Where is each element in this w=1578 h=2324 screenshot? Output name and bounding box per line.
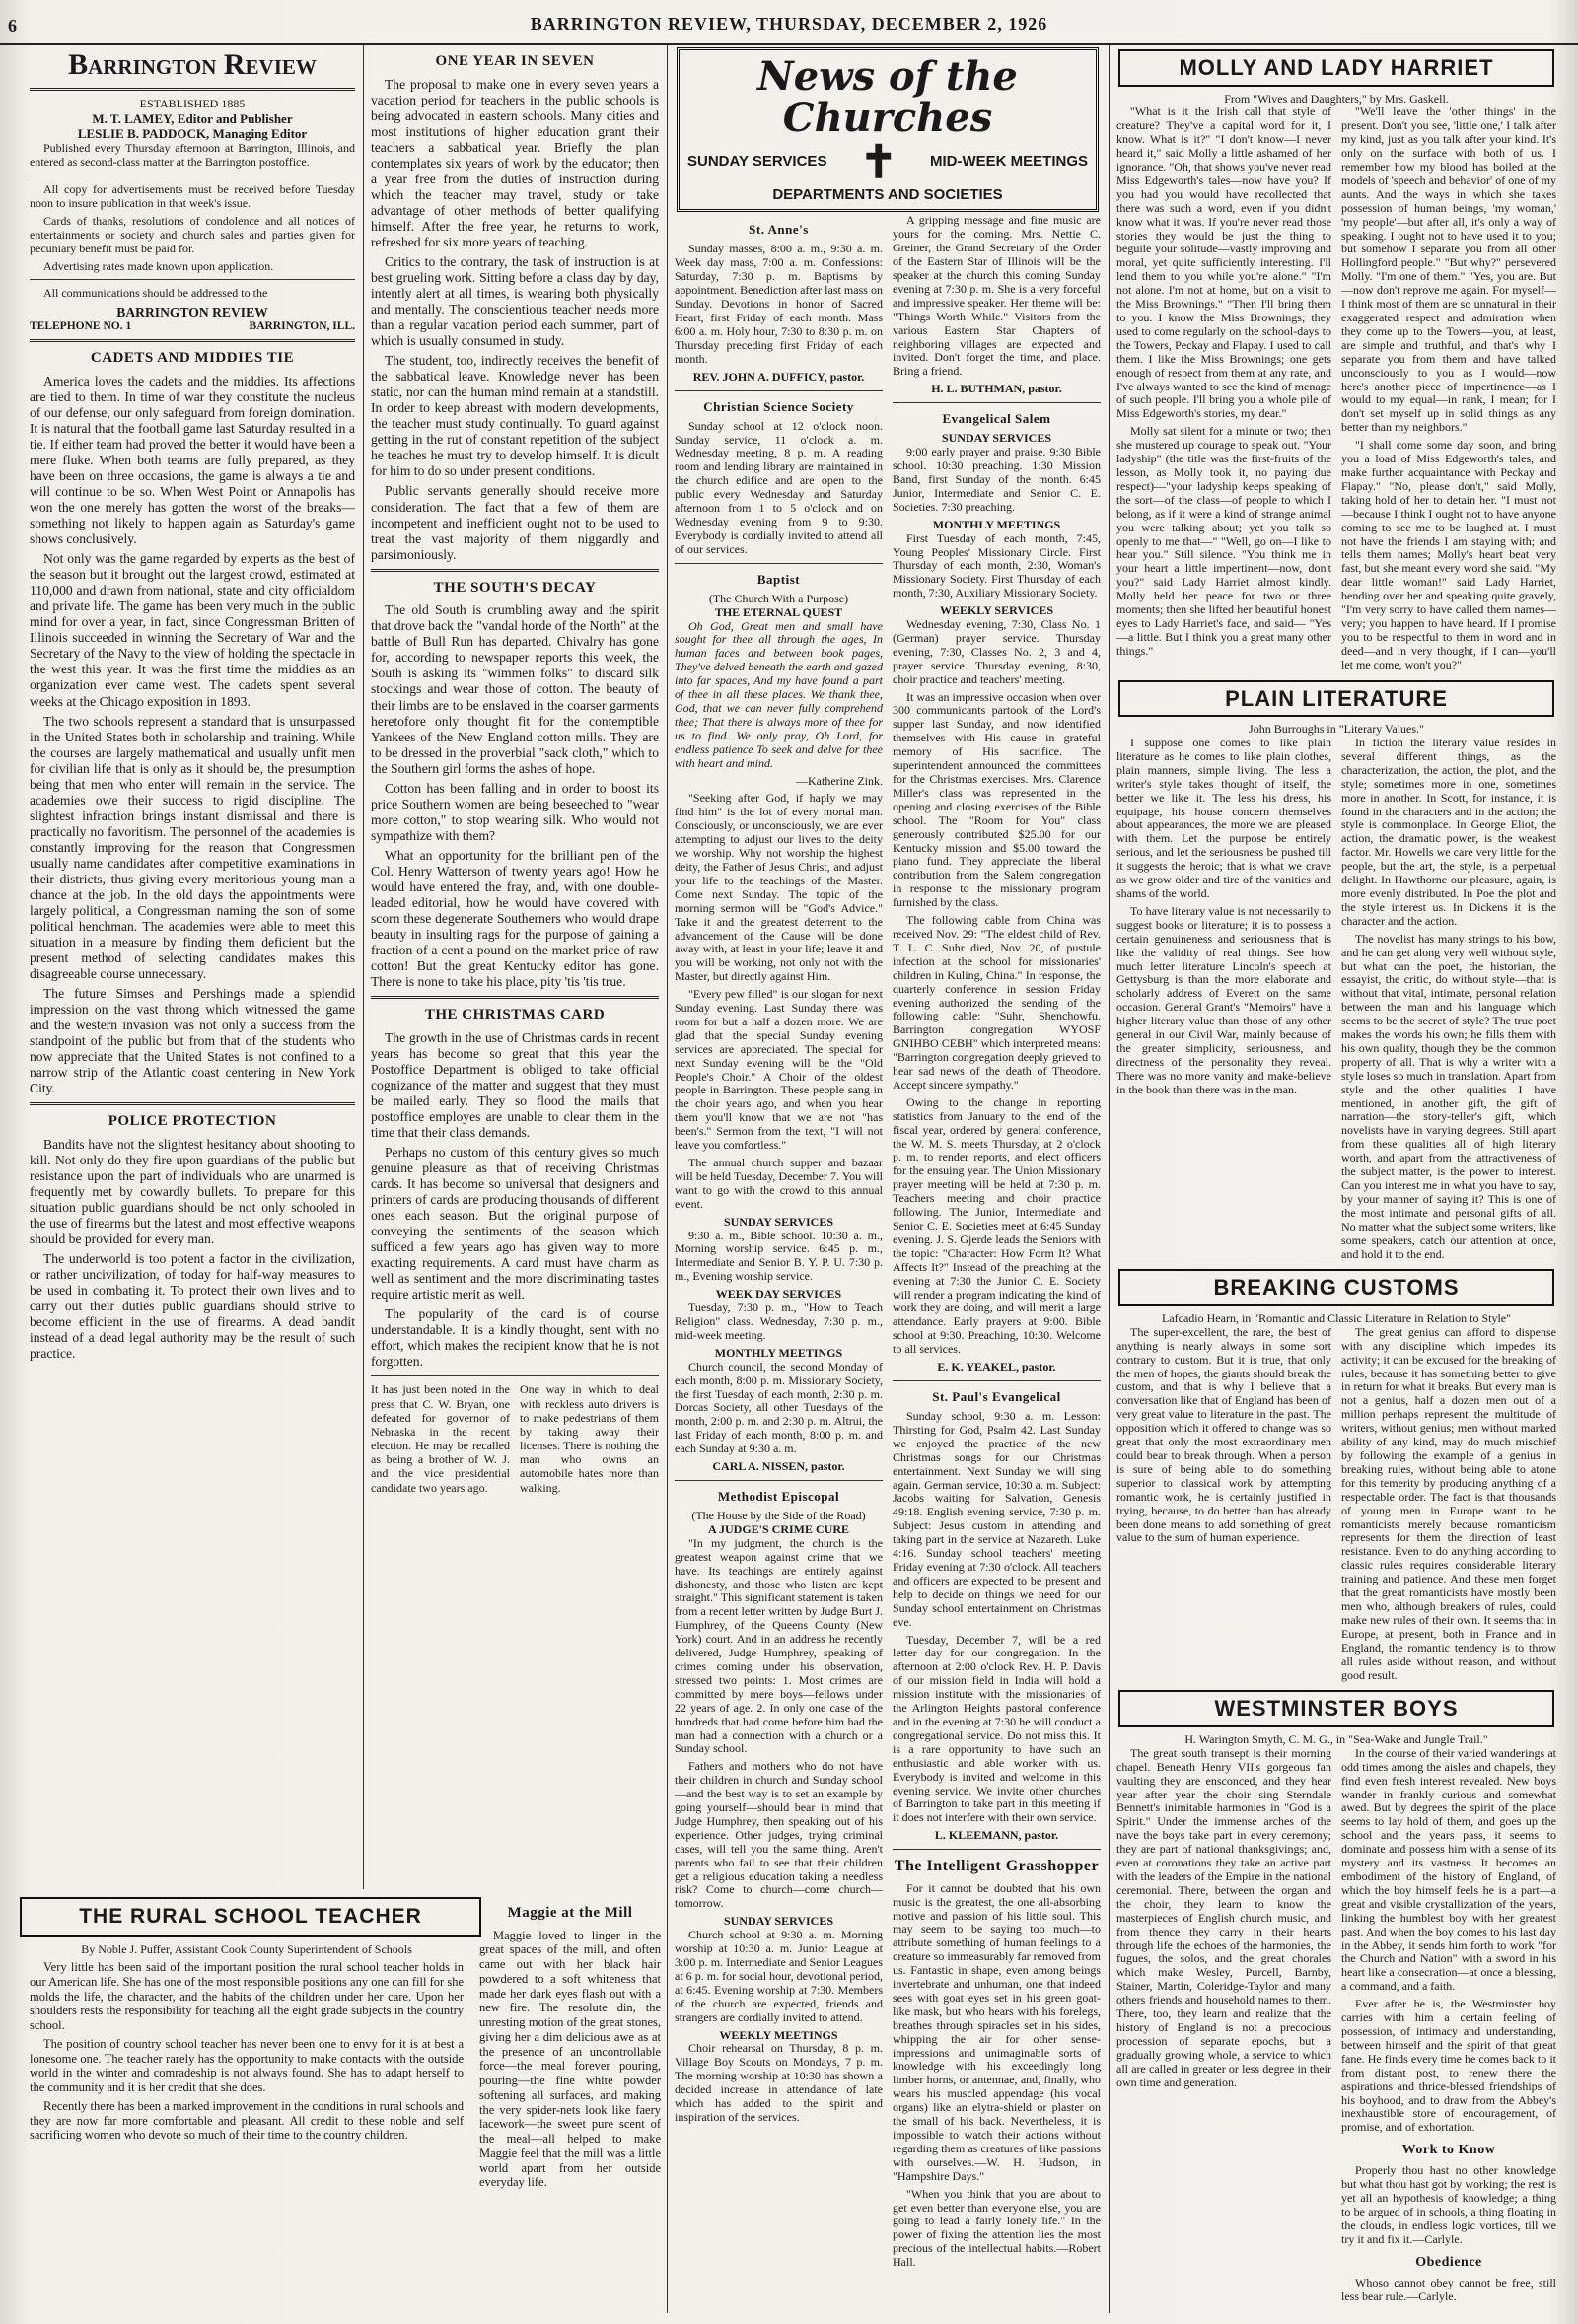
headline-plain-literature: PLAIN LITERATURE (1118, 680, 1554, 718)
rates-notice: Advertising rates made known upon application. (43, 259, 274, 274)
paragraph: "Seeking after God, if haply we may find him" is the lot of every mortal man. Consciously, or unconsciously, we are ever attempting to adjust our lives to the deity we worship. Why not worship the highest deity, the Father of Jesus Christ, and adjust your life to the teachings of the Master. Come next Sunday. The topic of the morning sermon will be "God's Advice." Take it and the greatest deterrent to the advancement of the Cause will be done away with, at least in your life; leave it and you will be working, not only not with the Master, but directly against Him. (675, 791, 883, 984)
paragraph: Molly sat silent for a minute or two; then she mustered up courage to speak out. "Your ladyship" (the title was the first-fruits of the lesson, as Molly took it, no paying due respect)—"your ladyship keeps speaking of the sort—of the class—of people to which I belong, as if it were a kind of strange animal you were talking about; yet you talk so openly to me that—" "Well, go on—I like to hear you." Still silence. "You think me in your heart a little impertinent—now, don't you?" said Lady Harriet almost kindly. Molly held her peace for two or three moments; then she lifted her beautiful honest eyes to Lady Harriet's face, and said— "Yes—a little. But I think you a great many other things." (1116, 424, 1331, 658)
subhead: A JUDGE'S CRIME CURE (707, 1521, 849, 1536)
page-folio (0, 14, 1578, 45)
pastor: L. KLEEMANN, pastor. (934, 1828, 1059, 1843)
telephone-line (30, 320, 355, 334)
paragraph: Church school at 9:30 a. m. Morning worship at 10:30 a. m. Junior League at 3:00 p. m. Intermediate and Senior Leagues at 6 p. m. for social hour, devotional period, at 6:45. Evening worship at 7:30. Members of the church are expected, friends and strangers are cordially invited to attend. (675, 1928, 883, 2024)
paragraph: To have literary value is not necessarily to suggest books or literature; it is to possess a certain genuineness and seriousness that is like the validity of real things. See how much letter literature Lincoln's speech at Gettysburg is than the more elaborate and scholarly address of Everett on the same occasion. General Grant's "Memoirs" have a higher literary value than those of any other general in our Civil War, mainly because of the greater simplicity, seriousness, and directness of the personality they reveal. There was no more vanity and make-believe in the book than there was in the man. (1116, 903, 1331, 1096)
paragraph: For it cannot be doubted that his own music is the greatest, the one all-absorbing motive and passion of his little soul. This may seem to be saying too much—to attribute something of human feelings to a creature so immeasurably far removed from us. Fantastic in shape, even among beings invertebrate and unhuman, one that indeed sees with goat eyes set in his green goat-like mask, but who hears with his forelegs, breathes through spiracles set in his sides, whipping the air for other sense-impressions and unimaginable sorts of knowledge with his exceedingly long limber horns, or antennae, and, finally, who wears his muscled appendage (his vocal organs) like an elytra-shield or plaster on the small of his back. Nevertheless, it is impossible to watch their actions without regarding them as creatures of like passions with ourselves.—W. H. Hudson, in "Hampshire Days." (893, 1880, 1101, 2183)
city: BARRINGTON, ILL. (249, 319, 355, 332)
paragraph: Church council, the second Monday of each month, 8:00 p. m. Missionary Society, the first Tuesday of each month, 2:30 p. m. Dorcas Society, all other Tuesdays of the month, 2:00 p. m. and 2:30 p. m. Altrui, the last Friday of each month, 8:00 p. m. and each Sunday at 9:30 a. m. (675, 1359, 883, 1456)
church-st-pauls: St. Paul's Evangelical (932, 1388, 1061, 1404)
paragraph: Sunday masses, 8:00 a. m., 9:30 a. m. Week day mass, 7:00 a. m. Confessions: Saturday, 7:30 p. m. Baptisms by appointment. Benediction after last mass on Sunday. Devotions in honor of Sacred Heart, first Friday of each month. Mass 6:00 a. m. Holy hour, 7:30 to 8:30 p. m. on Thursday preceding first Friday of each month. (675, 242, 883, 366)
paragraph: The annual church supper and bazaar will be held Tuesday, December 7. You will want to go with the crowd to this annual event. (675, 1156, 883, 1211)
subhead: WEEKLY MEETINGS (719, 2027, 838, 2042)
byline: By Noble J. Puffer, Assistant Cook County Superintendent of Schools (81, 1942, 412, 1956)
paragraph: In the course of their varied wanderings at odd times among the aisles and chapels, they find even fresh interest revealed. New boys wander in frankly curious and somewhat awed. But by degrees the spirit of the place seems to lay hold of them, and goes up the school and the years pass, it seems to dominate and possess him with a sense of its mystery and its vastness. It becomes an embodiment of the history of England, of which the boy himself feels he is a part—a great and visible crystallization of the years, linking the humblest boy with her greatest past. And when the boy comes to his last day in the Abbey, it sends him forth to work "for the Church and Nation" with a sword in his heart like a consecration—at once a blessing, a command, and a faith. (1341, 1745, 1556, 1994)
paragraph: 9:00 early prayer and praise. 9:30 Bible school. 10:30 preaching. 1:30 Mission Band, first Sunday of the month. 6:45 Junior, Intermediate and Senior C. E. Societies. 7:30 preaching. (893, 445, 1101, 514)
paragraph: Cotton has been falling and in order to boost its price Southern women are being beseeched to "wear more cotton," to stop wearing silk. Who would not sympathize with them? (371, 780, 659, 843)
paragraph: The following cable from China was received Nov. 29: "The eldest child of Rev. T. L. C. Suhr died, Nov. 20, of pustule infection at the school for missionaries' children in Kuling, China." In response, the quarterly conference in session Friday evening authorized the sending of the following cable: "Suhr, Shenchowfu. Barrington congregation WYOSF GNIHBO CEBH" which interpreted means: "Barrington congregation deeply grieved to hear sad news of the death of Theodore. Accept sincere sympathy." (893, 913, 1101, 1092)
molly-col-a (1116, 106, 1331, 675)
paragraph: Tuesday, 7:30 p. m., "How to Teach Religion" class. Wednesday, 7:30 p. m., mid-week meeting. (675, 1301, 883, 1342)
westminster-text (1116, 1747, 1556, 2308)
subhead: MONTHLY MEETINGS (714, 1345, 843, 1360)
paragraph: The popularity of the card is of course understandable. It is a kindly thought, sent with no effort, which makes the recipient know that he is not forgotten. (371, 1306, 659, 1370)
westminster-col-a (1116, 1747, 1331, 2308)
church-methodist: Methodist Episcopal (717, 1488, 840, 1504)
paragraph: The proposal to make one in every seven years a vacation period for teachers in the public schools is being advocated in eastern schools. Many cities and most institutions of higher education grant their teachers a sabbatical year. Briefly the plan contemplates six years of work by the educator; then a year free from the duties of instruction during which the teacher may travel, study or take advantage of other methods of better qualifying himself. After the free year, he returns to work, refreshed for six more years of teaching. (371, 76, 659, 249)
managing-editor-line: LESLIE B. PADDOCK, Managing Editor (77, 125, 308, 141)
paragraph: Public servants generally should receive more consideration. The fact that a few of them are incompetent and inefficient ought not to be used to treat the vast majority of them niggardly and parsimoniously. (371, 483, 659, 562)
headline-maggie: Maggie at the Mill (507, 1905, 633, 1921)
paragraph: "I shall come some day soon, and bring you a load of Miss Edgeworth's tales, and make further acquaintance with Peckay and Flapay." "No, please don't," said Molly, taking hold of her to detain her. "I must not—because I think I ought not to have anyone coming to see me to be laughed at. I must not have the friends I am staying with; and tells them names; Molly's heart beat very fast, but she meant every word she said. "My dear little woman!" said Lady Harriet, bending over her and speaking quite gravely, "I'm very sorry to have called them names—very; you happen to have heard. If I promise you to be respectful to them in word and in deed—and in very thought, if I can—you'll let me come, won't you?" (1341, 438, 1556, 671)
churches-title: News of the Churches (757, 53, 1018, 141)
paragraph: Ever after he is, the Westminster boy carries with him a certain feeling of possession, of intimacy and understanding, between himself and the spirit of that great fane. He finds every time he comes back to it from distant post, to renew there the aspirations and thrice-blessed friendships of his boyhood, and to draw from the Abbey's inexhaustible store of encouragement, of promise, and of exhortation. (1341, 1997, 1556, 2135)
paragraph: "Every pew filled" is our slogan for next Sunday evening. Last Sunday there was room for but a half a dozen more. We are glad that the special Sunday evening services are appreciated. The special for next Sunday evening will be the "Old People's Choir." A Choir of the oldest people in Barrington. These people sang in the choir years ago, and when you hear them you'll know that we are not "has been's." Sermon from the text, "I will not leave you comfortless." (675, 987, 883, 1153)
pastor: H. L. BUTHMAN, pastor. (931, 382, 1062, 396)
headline-police: POLICE PROTECTION (108, 1113, 277, 1130)
church-evangelical-salem: Evangelical Salem (942, 411, 1051, 427)
paragraph: It was an impressive occasion when over 300 communicants partook of the Lord's supper last Sunday, and now identified themselves with His cause in grateful memory of His sacrifice. The superintendent announced the committees for the Christmas exercises. Mrs. Clarence Miller's class was represented in the opening and closing exercises of the Bible school. The "Room for You" class generously contributed $25.00 for our Kentucky mission and $5.00 toward the piano fund. They appreciate the liberal contribution from the Salem congregation in response to the missionary program furnished by the class. (893, 689, 1101, 910)
church-christian-science: Christian Science Society (703, 398, 854, 414)
paragraph: The great genius can afford to dispense with any discipline which impedes its activity; it can be excused for the breaking of rules, because it has something better to give in return for what it breaks. But every man is not a genius, half a dozen men out of a million perhaps represent the multitude of writers, without genius; men without marked ability of any kind, may do much mischief by following the example of a genius in breaking rules, without being able to atone for this temerity by producing anything of a respectable order. The fact is that thousands of young men in Europe want to be romanticists merely because romanticism represents for them the direction of least resistance. Even to do anything according to classic rules requires considerable literary training and patience. And these men forget that the great romanticists have mostly been men who, although breakers of rules, could make new rules of their own. It seems that in Europe, at present, both in France and in England, the romantic tendency is to throw all rules aside without reason, and without good result. (1341, 1324, 1556, 1682)
label-departments: DEPARTMENTS AND SOCIETIES (772, 186, 1003, 203)
plain-col-a (1116, 737, 1331, 1265)
editor-line: M. T. LAMEY, Editor and Publisher (92, 110, 293, 126)
headline-obedience: Obedience (1415, 2254, 1482, 2270)
headline-christmas-card: THE CHRISTMAS CARD (424, 1007, 606, 1023)
paragraph: Properly thou hast no other knowledge but what thou hast got by working; the rest is yet all an hypothesis of knowledge; a thing to be argued of in schools, a thing floating in the clouds, in endless logic vortices, till we try it and fix it.—Carlyle. (1341, 2163, 1556, 2246)
address-name: BARRINGTON REVIEW (116, 304, 268, 319)
subhead: SUNDAY SERVICES (723, 1914, 834, 1929)
pastor: CARL A. NISSEN, pastor. (712, 1459, 845, 1474)
source: H. Warington Smyth, C. M. G., in "Sea-Wake and Jungle Trail." (1184, 1731, 1488, 1746)
hymn-title: THE ETERNAL QUEST (714, 604, 843, 619)
subtitle: (The House by the Side of the Road) (691, 1509, 866, 1523)
paragraph: I suppose one comes to like plain literature as he comes to like plain clothes, plain manners, simple living. The less a writer's style takes thought of itself, the better we like it. The less his dress, his equipage, his house concern themselves about appearances, the more we are pleased with them. Let the purpose be entirely serious, and let the seriousness be pushed till it suggests the heroic; that is what we crave as we grow older and tire of the vanities and shams of the world. (1116, 736, 1331, 900)
paragraph: The novelist has many strings to his bow, and he can get along very well without style, but what can the poet, the historian, the essayist, the critic, do without style—that is without that vital, intimate, personal relation between the man and his language which seems to be the secret of style? The true poet makes the words his own; he fills them with his own quality, though they be the common property of all. That is why a writer with a style loses so much in translation. Apart from style and the other qualities I have mentioned, in another gift, the gift of narration—the story-teller's gift, which novelists have in varying degrees. Still apart from these qualities all of high literary worth, and apart from the attractiveness of the subject matter, is the power to interest. Can you interest me in what you have to say, by your manner of saying it? This is one of the most intimate and personal gifts of all. No matter what the subject some writers, like some speakers, catch our attention at once, and hold it to the end. (1341, 931, 1556, 1261)
church-listings (675, 214, 1101, 2274)
column-literary (1116, 45, 1556, 2313)
cards-notice: Cards of thanks, resolutions of condolence and all notices of entertainments or society and church sales and parties given for pecuniary benefit must be paid for. (30, 213, 355, 256)
paragraph: The position of country school teacher has never been one to envy for it is at best a lonesome one. The teacher rarely has the opportunity to make contacts with the outside world in the winter and comradeship is not always found. She has to adapt herself to the community and it is her credit that she does. (30, 2036, 464, 2095)
plain-text (1116, 737, 1556, 1265)
church-st-annes: St. Anne's (749, 222, 809, 238)
paragraph: "What is it the Irish call that style of creature? They've a capital word for it, I know. What is it?" "I don't know—I never heard it," said Molly a little ashamed of her ignorance. "Oh, that shows you've never read Miss Edgeworth's tales—now have you? If you had you would have recollected that there was such a word, even if you didn't know what it was. If you're never read those stories they would be just the thing to beguile your solitude—vastly improving and moral, yet quite sufficiently interesting. I'll lend them to you while you're alone." "I'm not alone. I'm not at home, but on a visit to the Miss Brownings." "Then I'll bring them to you. I know the Miss Brownings; they used to come regularly on the school-days to the Towers, Peckay and Flapay. I used to call them. I like the Miss Brownings; one gets enough of respect from them at any rate, and I've always wanted to see the kind of menage of such people. I'll bring you a whole pile of Miss Edgeworth's stories, my dear." (1116, 105, 1331, 421)
pastor: E. K. YEAKEL, pastor. (937, 1360, 1056, 1374)
paragraph: "When you think that you are about to get even better than everyone else, you are going to lead a fairly lonely life." In the power of fixing the attention lies the most precious of the intellectual habits.—Robert Hall. (893, 2186, 1101, 2270)
telephone: TELEPHONE NO. 1 (30, 319, 132, 332)
paragraph: Owing to the change in reporting statistics from January to the end of the fiscal year, ordered by general conference, the W. M. S. meets Thursday, at 2 o'clock p. m. to render reports, and elect officers for the ensuing year. The Union Missionary prayer meeting will be held at 7:30 p. m. Teachers meeting and choir practice following. The Junior, Intermediate and Senior C. E. Societies meet at 6:45 Sunday evening. J. S. Gjerde leads the Seniors with the topic: "Character: How Form It? What Affects It?" Instead of the preaching at the evening at 7:30 the Junior C. E. Society will render a program indicating the kind of work they are doing, and will merit a large attendance. Early prayers at 9:00. Bible school at 9:30. Preaching, 10:30. Welcome to all services. (893, 1094, 1101, 1357)
publication-notice: Published every Thursday afternoon at Barrington, Illinois, and entered as second-class matter at the Barrington postoffice. (30, 141, 355, 170)
short-items (371, 1382, 659, 1494)
paragraph: Fathers and mothers who do not have their children in church and Sunday school—and the best way is to set an example by going yourself—should bear in mind that Judge Humphrey, then speaking out of his experience. Other judges, trying criminal cases, will tell you the same thing. Aren't parents who fail to see that their children get a religious education taking a needless risk? Come to church—come church—tomorrow. (675, 1759, 883, 1911)
westminster-col-b (1341, 1747, 1556, 2308)
headline-work-to-know: Work to Know (1401, 2143, 1496, 2158)
churches-section (675, 45, 1101, 2313)
nameplate: Barrington Review (30, 47, 355, 91)
paragraph: The future Simses and Pershings made a splendid impression on the vast throng which witnessed the game and the western invasion was not only a success from the standpoint of the public but from that of the students who now appreciate that the United States is not confined to a narrow strip of the Atlantic coast centering in New York City. (30, 986, 355, 1096)
headline-breaking-customs: BREAKING CUSTOMS (1118, 1269, 1554, 1306)
churches-subheads (687, 136, 1088, 187)
hymn: Oh God, Great men and small have sought for thee all through the ages, In human faces and between book pages, They've delved beneath the earth and gazed into far spaces, And my have found a part of thee in all these places. We thank thee, God, that we can never fully comprehend thee; That there is always more of thee for us to find. We only pray, Oh Lord, for endless patience To seek and delve for thee with heart and mind. (675, 618, 883, 770)
paragraph: Critics to the contrary, the task of instruction is at best grueling work. Sitting before a class day by day, intently alert at all times, is wearing both physically and mentally. The conscientious teacher needs more than a regular vacation period each summer, part of which is usually consumed in study. (371, 254, 659, 349)
page-number: 6 (8, 16, 18, 35)
headline-molly: MOLLY AND LADY HARRIET (1118, 49, 1554, 87)
headline-grasshopper: The Intelligent Grasshopper (894, 1858, 1100, 1875)
established-line: ESTABLISHED 1885 (139, 97, 246, 111)
paragraph: A gripping message and fine music are yours for the coming. Mrs. Nettie C. Greiner, the Grand Secretary of the Order of the Eastern Star of Illinois will be the speaker at the church this coming Sunday evening at 7:30 p. m. She is a very forceful and impressive speaker. Her theme will be: "Things Worth While." Visitors from the various Eastern Star Chapters of neighboring villages are expected and invited. Don't forget the time, and place. Bring a friend. (893, 213, 1101, 379)
breaking-text (1116, 1326, 1556, 1687)
column-editorial-left (30, 45, 355, 1889)
subhead: SUNDAY SERVICES (723, 1214, 834, 1229)
rural-teacher-article (30, 1942, 464, 2317)
church-column-b (893, 214, 1101, 2274)
subtitle: (The Church With a Purpose) (708, 591, 849, 605)
column-rule (363, 45, 364, 1889)
subhead: WEEK DAY SERVICES (715, 1287, 842, 1302)
paragraph: The two schools represent a standard that is unsurpassed in the United States both in scholarship and training. While the courses are largely mathematical and usually unfit men for civilian life that is only as it should be, the presumption being that men who enter will remain in the service. The academies owe their success to rigid discipline. The slightest infraction brings instant dismissal and there is practically no favoritism. The personnel of the academies is constantly improving for the reason that Congressmen usually name candidates after competitive examinations in their districts, thus giving every meritorious young man a chance at the job. In the old days the appointments were largely political, a Congressman naming the son of some political henchman. The academies were able to meet this situation in a measure by finding them deficient but the present method of selecting candidates makes this disagreeable course unnecessary. (30, 713, 355, 982)
column-rule (667, 45, 668, 2313)
paragraph: First Tuesday of each month, 7:45, Young Peoples' Missionary Circle. First Thursday of each month, 2:30, Woman's Missionary Society. First Thursday of each month, 7:30, Auxiliary Missionary Society. (893, 530, 1101, 600)
brief-bryan: It has just been noted in the press that C. W. Bryan, one defeated for governor of Nebraska in the recent election. He may be recalled as being a brother of W. J. and the vice presidential candidate two years ago. (371, 1382, 510, 1495)
label-sunday-services: SUNDAY SERVICES (687, 153, 827, 171)
brief-drivers: One way in which to deal with reckless auto drivers is to make pedestrians of them by taking away their licenses. There is nothing the man who owns an automobile hates more than walking. (520, 1382, 659, 1495)
paragraph: The old South is crumbling away and the spirit that drove back the "vandal horde of the North" at the battle of Bull Run has departed. Chivalry has gone for, according to newspaper reports this week, the South is asking its "wimmen folks" to discard silk stockings and wear those of cotton. The beauty of their limbs are to be enslaved in the coarser garments heretofore only thought fit for the contemptible Yankees of the New England cotton mills. They are to be dressed in the proverbial "sack cloth," which to the Southern girl forms the ashes of hope. (371, 602, 659, 776)
paragraph: Whoso cannot obey cannot be free, still less bear rule.—Carlyle. (1341, 2276, 1556, 2304)
paragraph: In fiction the literary value resides in several different things, as the characterization, the action, the plot, and the style; sometimes more in one, sometimes more in another. In Scott, for instance, it is found in the characters and in the action; the style is commonplace. In George Eliot, the action, the dramatic power, is the weakest factor. Mr. Howells we care very little for the people, but the art, the style, is a perpetual delight. In Hawthorne our pleasure, again, is more evenly distributed. In Poe the plot and the style interest us. In Dickens it is the character and the action. (1341, 736, 1556, 928)
paragraph: Perhaps no custom of this century gives so much genuine pleasure as that of receiving Christmas cards. It has become so universal that designers and printers of cards are producing thousands of different ones each season. But the original purpose of conveying the sentiments of the season which sufficed a few years ago has given way to more exacting requirements. A card must have charm as well as sentiment and the more discriminating tastes require artistic merit as well. (371, 1144, 659, 1303)
source: John Burroughs in "Literary Values." (1249, 722, 1424, 737)
paragraph: Wednesday evening, 7:30, Class No. 1 (German) prayer service. Thursday evening, 7:30, Classes No. 2, 3 and 4, prayer service. Thursday evening, 8:30, choir practice and teachers' meeting. (893, 617, 1101, 686)
paragraph: "We'll leave the 'other things' in the present. Don't you see, 'little one,' I talk after my kind, just as you talk after your kind. It's only on the surface with both of us. I remember how my blood has boiled at the models of 'speech and behavior' of one of my aunts. And the ways in which she takes possession of human beings, 'my woman,' 'my people'—but after all, it's only a way of speaking. I ought not to have used it to you; but somehow I separate you from all other Hollingford people." "But why?" persevered Molly. "I'm one of them." "Yes, you are. But—now don't reprove me again. For myself—I think most of them are so unnatural in their exaggerated respect and admiration when they come up to the Towers—you, at least, are simple and truthful, and that's why I separate you from them and have talked unconsciously to you as I would—now here's another piece of impertinence—as I would to my equal—in rank, I mean; for I don't set myself up in solid things as any better than my neighbors." (1341, 105, 1556, 435)
paragraph: 9:30 a. m., Bible school. 10:30 a. m., Morning worship service. 6:45 p. m., Intermediate and Senior B. Y. P. U. 7:30 p. m., Evening worship service. (675, 1228, 883, 1284)
headline-rural-teacher: THE RURAL SCHOOL TEACHER (20, 1897, 481, 1937)
breaking-col-b (1341, 1326, 1556, 1687)
subhead: SUNDAY SERVICES (941, 431, 1052, 446)
paragraph: America loves the cadets and the middies. Its affections are tied to them. In time of war they constitute the nucleus of our defense, our only safeguard from foreign domination. It is natural that the football game last Saturday resulted in a tie. If either team had proved the better it would have been a mere fluke. When both teams are fully prepared, as they have been on three occasions, the game is always a tie and will continue to be so. When West Point or Annapolis has won the one merely has gotten the worst of the breaks—something not likely to happen again as Saturday's game shows conclusively. (30, 373, 355, 547)
cross-icon: ✝ (859, 136, 897, 187)
paragraph: Sunday school at 12 o'clock noon. Sunday service, 11 o'clock a. m. Wednesday meeting, 8 p. m. A reading room and lending library are maintained in the church edifice and are open to the public every Wednesday and Saturday afternoon from 1 to 5 o'clock and on Wednesday evening from 9 to 9:30. Everybody is cordially invited to attend all of our services. (675, 418, 883, 556)
paragraph: The student, too, indirectly receives the benefit of the sabbatical leave. Knowledge never has been static, nor can the human mind remain at a standstill. In order to keep abreast with modern developments, the teacher must study continually. To guard against getting in the rut of constant repetition of the subject he teaches he must try to develop himself. It is dicult for him to do so under present conditions. (371, 353, 659, 479)
paragraph: Choir rehearsal on Thursday, 8 p. m. Village Boy Scouts on Mondays, 7 p. m. The morning worship at 10:30 has shown a decided increase in attendance of late which has added to the spirit and inspiration of the services. (675, 2041, 883, 2124)
paragraph: What an opportunity for the brilliant pen of the Col. Henry Watterson of twenty years ago! How he would have entered the fray, and, with one double-leaded editorial, how he would have covered with scorn these degenerate Southerners who would drape beauty in insulting rags for the purpose of gaining a fraction of a cent a pound on the market price of raw cotton! But the great Kentucky editor has gone. There is none to take his place, pity 'tis 'tis true. (371, 847, 659, 990)
paragraph: The great south transept is their morning chapel. Beneath Henry VII's gorgeous fan vaulting they are ensconced, and they hear year after year the choir sing Sterndale Bennett's inimitable harmonies in "God is a Spirit." Under the immense arches of the nave the boys take part in every ceremony; they are part of national thanksgivings; and, even at coronations they take an active part with the leaders of the Empire in the national ceremonial. There, between the organ and the choir, they learn to know the masterpieces of English church music, and from thence they carry in their hearts through life the echoes of the harmonies, the fugues, the solos, and the great chorales which make Wesley, Purcell, Barnby, Stainer, Martin, Coleridge-Taylor and many others friends and household names to them. There, too, they learn and realize that the history of England is not a precocious procession of separate epochs, but a gradually growing whole, a service to which all are called in greater or less degree in their own time and generation. (1116, 1745, 1331, 2089)
label-midweek-meetings: MID-WEEK MEETINGS (930, 153, 1088, 171)
paragraph: Maggie loved to linger in the great spaces of the mill, and often came out with her black hair powdered to a soft whiteness that made her dark eyes flash out with a new fire. The resolute din, the unresting motion of the great stones, giving her a dim delicious awe as at the presence of an uncontrollable force—the meal forever pouring, pouring—the fine white powder softening all surfaces, and making the very spider-nets look like faery lacework—the sweet pure scent of the meal—all helped to make Maggie feel that the mill was a little world apart from her outside everyday life. (479, 1928, 661, 2190)
maggie-article (479, 1897, 661, 2311)
paragraph: Bandits have not the slightest hesitancy about shooting to kill. Not only do they fire upon guardians of the public but resistance upon the part of individuals who are unarmed is frequently met by cowardly bullets. To prepare for this situation public guardians should be not only schooled in the use of firearms but the latest and most effective weapons should be provided for every man. (30, 1136, 355, 1247)
headline-westminster: WESTMINSTER BOYS (1118, 1690, 1554, 1727)
paragraph: Recently there has been a marked improvement in the conditions in rural schools and they are now far more comfortable and pleasant. All credit to these noble and self sacrificing women who devote so much of their time to the country children. (30, 2098, 464, 2143)
church-baptist: Baptist (756, 571, 801, 587)
source: Lafcadio Hearn, in "Romantic and Classic Literature in Relation to Style" (1161, 1310, 1512, 1325)
paragraph: Sunday school, 9:30 a. m. Lesson: Thirsting for God, Psalm 42. Last Sunday we enjoyed the practice of the new Christmas songs for our Christmas entertainment. Next Sunday we will sing again. German service, 10:30 a. m. Subject: Jacobs waiting for Salvation, Genesis 49:18. English evening service, 7:30 p. m. Subject: Jesus custom in attending and taking part in the service at Nazareth. Luke 4:16. Sunday school teachers' meeting Friday evening at 7:30 o'clock. All teachers and officers are expected to be present and help to decide on things we need for our Sunday school entertainment on Christmas eve. (893, 1409, 1101, 1629)
subhead: MONTHLY MEETINGS (932, 517, 1061, 531)
paragraph: Very little has been said of the important position the rural school teacher holds in our American life. She has one of the most responsible positions any one can fill for she molds the life, the character, and the habits of the children under her care. Upon her shoulders rests the responsibility for teaching all the eight grade subjects in the country school. (30, 1960, 464, 2033)
folio-text: BARRINGTON REVIEW, THURSDAY, DECEMBER 2, 1926 (530, 14, 1048, 34)
paragraph: The growth in the use of Christmas cards in recent years has become so great that this year the Postoffice Department is obliged to take official cognizance of the matter and suggest that they must be mailed early. They so flood the mails that postoffice employes are unable to clear them in the time that their class demands. (371, 1029, 659, 1140)
church-column-a (675, 214, 883, 2274)
molly-col-b (1341, 106, 1556, 675)
paragraph: The super-excellent, the rare, the best of anything is nearly always in some sort contrary to custom. But it is true, that only the men of hopes, the giants should break the custom, and that is why I believe that a conversation like that of England has been of very great value to literature in the past. The opposition which it offered to change was so great that only the most extraordinary men could bear to break through. When a person is sure of being able to do something superior to classical work by attempting romantic work, he is certainly justified in trying, because, to do better than has already been done means to add something of great value to the sum of human experience. (1116, 1324, 1331, 1545)
paragraph: The underworld is too potent a factor in the civilization, or rather uncivilization, of today for half-way measures to be used in combating it. To protect their own lives and to carry out their duties public guardians should strive to become efficient in the use of firearms. A dead bandit instead of a dead legal authority may be the result of such practice. (30, 1251, 355, 1362)
subhead: WEEKLY SERVICES (939, 603, 1054, 618)
pastor: REV. JOHN A. DUFFICY, pastor. (692, 369, 865, 384)
molly-text (1116, 106, 1556, 675)
paragraph: "In my judgment, the church is the greatest weapon against crime that we have. Its teachings are entirely against dishonesty, and those who listen are kept straight." This significant statement is taken from a recent letter written by Judge Burt J. Humphrey, of the Queens County (New York) court. And in an address he recently delivered, Judge Humphrey, speaking of crimes coming under his observation, stressed two points: 1. Most crimes are committed by mere boys—fellows under 22 years of age. 2. In only one case of the hundreds that had come before him had the man had a connection with a church or a Sunday school. (675, 1535, 883, 1756)
headline-souths-decay: THE SOUTH'S DECAY (433, 579, 597, 596)
headline-cadets: CADETS AND MIDDIES TIE (90, 350, 295, 367)
paragraph: Not only was the game regarded by experts as the best of the season but it brought out the largest crowd, estimated at 110,000 and drawn from national, state and city officialdom and private life. The game has been very much in the public mind for over a year, in fact, since Congressman Britten of Illinois succeeded in winning the Secretary of War and the Secretary of the Navy to the view of holding the spectacle in the west this year. It was the first time the middies as an organization ever came west. The cadets spent several weeks at the Chicago exposition in 1893. (30, 551, 355, 709)
advertising-deadline: All copy for advertisements must be received before Tuesday noon to insure publication in that week's issue. (30, 181, 355, 210)
breaking-col-a (1116, 1326, 1331, 1687)
column-rule (1109, 45, 1110, 2313)
headline-one-year-in-seven: ONE YEAR IN SEVEN (435, 53, 595, 69)
churches-header (677, 47, 1099, 212)
plain-col-b (1341, 737, 1556, 1265)
communications-notice: All communications should be addressed to the (43, 286, 268, 301)
hymn-author: —Katherine Zink. (796, 773, 883, 788)
source: From "Wives and Daughters," by Mrs. Gaskell. (1224, 91, 1449, 106)
column-editorial-right (371, 45, 659, 1889)
paragraph: Tuesday, December 7, will be a red letter day for our congregation. In the afternoon at 2:00 o'clock Rev. H. P. Davis of our mission field in India will hold a mission institute with the missionaries of the Arlington Heights pastoral conference and in the evening at 7:30 he will conduct a congregational service. Do not miss this. It is a rare opportunity to have such an enthusiastic and able worker with us. Everybody is invited and welcome in this evening service. We invite other churches of Barrington to take part in this meeting if it does not interfere with their own service. (893, 1632, 1101, 1825)
